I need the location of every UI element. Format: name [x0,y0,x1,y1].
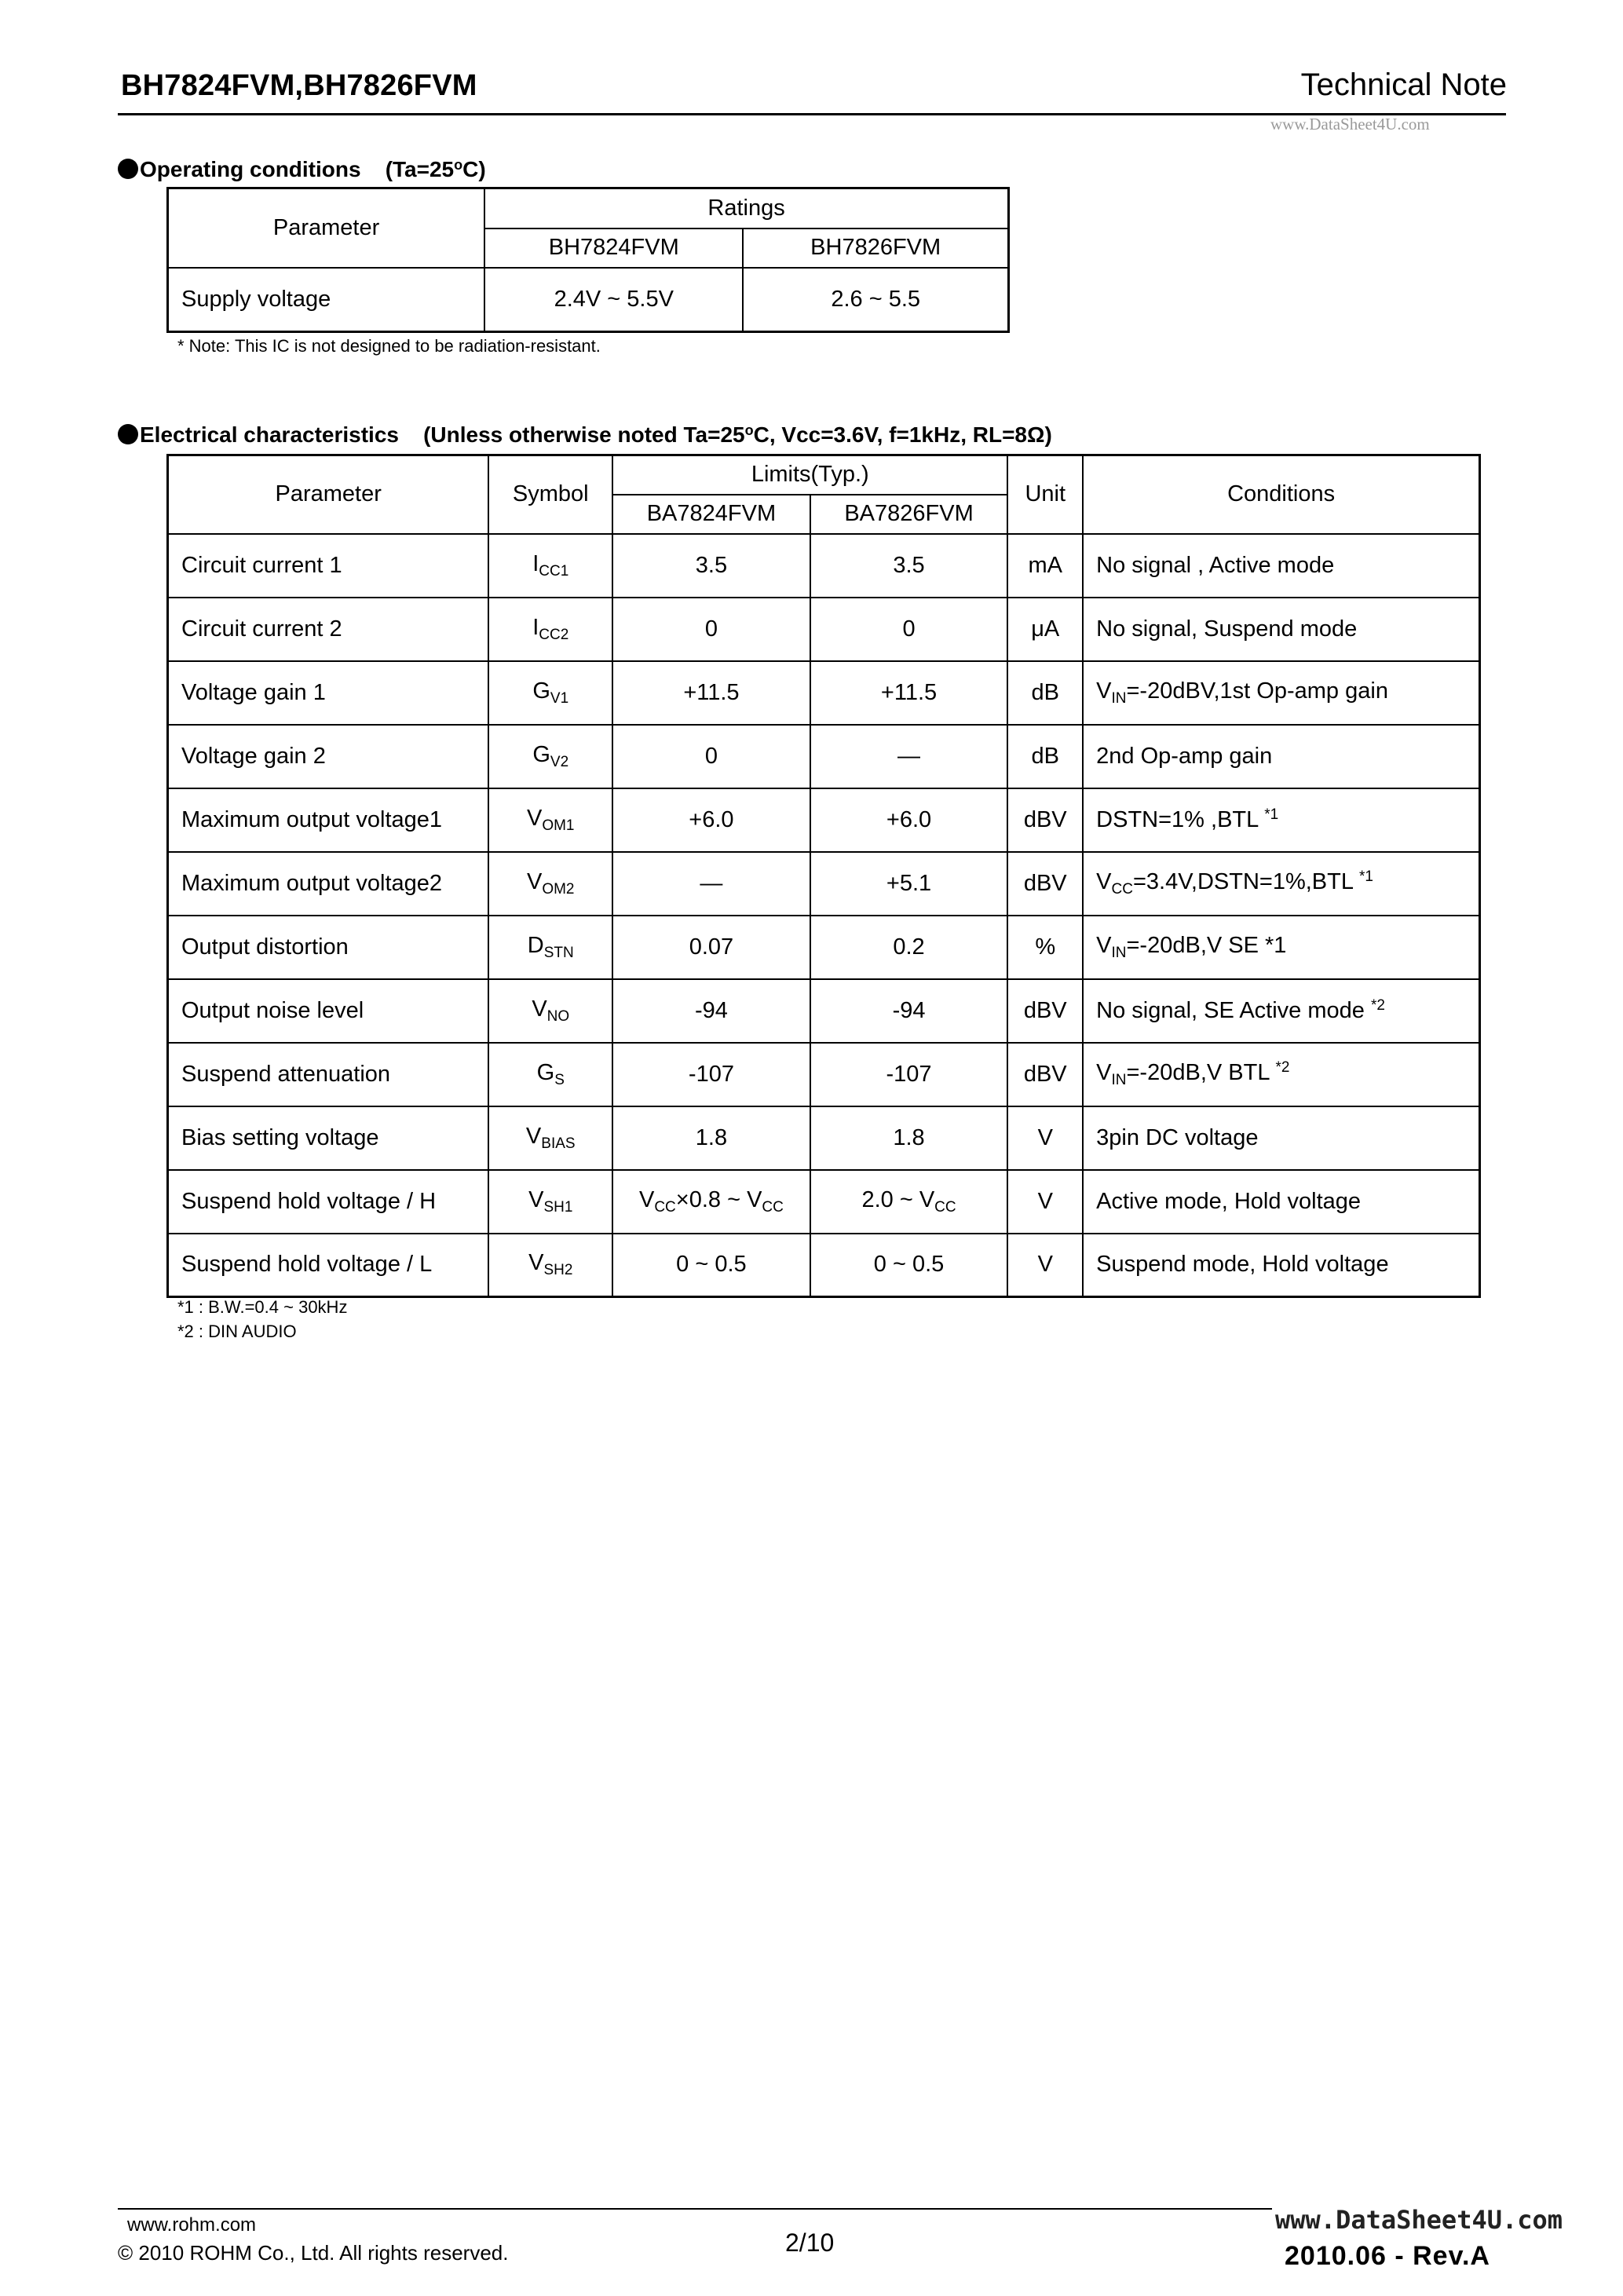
table-row [168,1043,1480,1106]
row-symbol: $I_{CC1}$ [488,534,612,598]
row-parameter: Maximum output voltage2 [168,852,489,916]
row-value-ba7824fvm: 0 ~ 0.5 [612,1234,810,1297]
row-symbol: $V_{OM2}$ [488,852,612,916]
header-parameter: Parameter [168,455,489,534]
row-value-ba7826fvm: +6.0 [810,788,1008,852]
row-value-ba7826fvm: -107 [810,1043,1008,1106]
table-row [168,1106,1480,1170]
row-conditions: $V_{CC}=3.4V,DSTN=1\%,BTL$ $^{*1}$ [1083,852,1479,916]
row-unit: dBV [1007,1043,1083,1106]
row-parameter: Suspend hold voltage / H [168,1170,489,1234]
row-conditions: No signal, SE Active mode $^{*2}$ [1083,979,1479,1043]
row-unit: mA [1007,534,1083,598]
row-symbol: $V_{OM1}$ [488,788,612,852]
row-value-ba7826fvm: 0 ~ 0.5 [810,1234,1008,1297]
table-row [168,661,1480,725]
row-value-ba7824fvm: 0 [612,598,810,661]
bullet-icon [118,424,138,444]
operating-title-condition: $(Ta=25^oC)$ [385,157,486,181]
table-row [168,725,1480,788]
table-row [168,788,1480,852]
row-value-ba7824fvm: 0.07 [612,916,810,979]
row-parameter: Output noise level [168,979,489,1043]
row-value-ba7826fvm: +11.5 [810,661,1008,725]
header-unit: Unit [1007,455,1083,534]
operating-conditions-title [118,157,486,182]
row-value-ba7826fvm: +5.1 [810,852,1008,916]
electrical-title-main: Electrical characteristics [140,422,399,447]
row-unit: V [1007,1106,1083,1170]
row-symbol: $G_S$ [488,1043,612,1106]
row-symbol: $V_{BIAS}$ [488,1106,612,1170]
row-unit: dBV [1007,852,1083,916]
row-symbol: $G_{V2}$ [488,725,612,788]
row-parameter: Suspend hold voltage / L [168,1234,489,1297]
operating-title-main: Operating conditions [140,157,361,181]
row-conditions: DSTN=1% ,BTL $^{*1}$ [1083,788,1479,852]
row-symbol: $D_{STN}$ [488,916,612,979]
row-value-ba7826fvm: 0 [810,598,1008,661]
table-row [168,268,1009,332]
row-unit: V [1007,1234,1083,1297]
row-value-ba7824fvm: 1.8 [612,1106,810,1170]
header-ba7826fvm: BA7826FVM [810,495,1008,534]
header-parameter: Parameter [168,188,485,268]
table-row [168,1170,1480,1234]
document-title: BH7824FVM,BH7826FVM [121,69,477,102]
row-value-bh7824fvm: 2.4V ~ 5.5V [484,268,743,332]
row-conditions: $V_{IN}=-20dB,V$ BTL $^{*2}$ [1083,1043,1479,1106]
row-symbol: $G_{V1}$ [488,661,612,725]
row-value-ba7824fvm: +11.5 [612,661,810,725]
table-row [168,916,1480,979]
row-parameter: Bias setting voltage [168,1106,489,1170]
row-conditions: 3pin DC voltage [1083,1106,1479,1170]
bullet-icon [118,159,138,179]
row-conditions: No signal , Active mode [1083,534,1479,598]
operating-conditions-table [166,187,1010,333]
row-value-ba7826fvm: 3.5 [810,534,1008,598]
footnote-1: *1 : B.W.=0.4 ~ 30kHz [177,1297,348,1317]
document-type-label: Technical Note [1300,68,1507,102]
row-value-ba7826fvm: 2.0 ~ $V_{CC}$ [810,1170,1008,1234]
row-conditions: Suspend mode, Hold voltage [1083,1234,1479,1297]
electrical-characteristics-title [118,422,1052,448]
row-conditions: No signal, Suspend mode [1083,598,1479,661]
footer-watermark-link[interactable]: www.DataSheet4U.com [1272,2205,1566,2235]
header-conditions: Conditions [1083,455,1479,534]
row-conditions: $V_{IN}=-20dBV,1st$ Op-amp gain [1083,661,1479,725]
row-value-ba7824fvm: $V_{CC}\times 0.8$ ~ $V_{CC}$ [612,1170,810,1234]
row-symbol: $I_{CC2}$ [488,598,612,661]
row-parameter: Supply voltage [168,268,485,332]
footnote-2: *2 : DIN AUDIO [177,1322,297,1341]
row-value-ba7824fvm: — [612,852,810,916]
row-unit: dBV [1007,979,1083,1043]
table-row [168,1234,1480,1297]
header-bh7826fvm: BH7826FVM [743,229,1008,268]
operating-note: * Note: This IC is not designed to be radiation-resistant. [177,336,601,356]
row-unit: V [1007,1170,1083,1234]
row-value-ba7824fvm: -107 [612,1043,810,1106]
row-parameter: Output distortion [168,916,489,979]
row-conditions: Active mode, Hold voltage [1083,1170,1479,1234]
row-symbol: $V_{NO}$ [488,979,612,1043]
row-parameter: Maximum output voltage1 [168,788,489,852]
row-parameter: Circuit current 1 [168,534,489,598]
header-symbol: Symbol [488,455,612,534]
table-row [168,598,1480,661]
row-parameter: Circuit current 2 [168,598,489,661]
row-value-ba7826fvm: -94 [810,979,1008,1043]
row-value-bh7826fvm: 2.6 ~ 5.5 [743,268,1008,332]
electrical-characteristics-table [166,454,1481,1298]
row-value-ba7824fvm: 3.5 [612,534,810,598]
page-number: 2/10 [785,2228,835,2257]
row-unit: dB [1007,725,1083,788]
row-parameter: Suspend attenuation [168,1043,489,1106]
row-symbol: $V_{SH2}$ [488,1234,612,1297]
row-conditions: $V_{IN}=-20dB,V$ SE *1 [1083,916,1479,979]
header-ratings: Ratings [484,188,1008,229]
table-row [168,534,1480,598]
row-value-ba7826fvm: 0.2 [810,916,1008,979]
row-parameter: Voltage gain 2 [168,725,489,788]
footer-url-link[interactable]: www.rohm.com [127,2214,257,2236]
header-bh7824fvm: BH7824FVM [484,229,743,268]
header-ba7824fvm: BA7824FVM [612,495,810,534]
row-value-ba7824fvm: 0 [612,725,810,788]
footer-date-revision: 2010.06 - Rev.A [1285,2241,1490,2271]
row-conditions: 2nd Op-amp gain [1083,725,1479,788]
table-row [168,852,1480,916]
row-unit: μA [1007,598,1083,661]
row-value-ba7826fvm: 1.8 [810,1106,1008,1170]
row-value-ba7824fvm: +6.0 [612,788,810,852]
row-value-ba7826fvm: — [810,725,1008,788]
table-row [168,979,1480,1043]
footer-copyright: © 2010 ROHM Co., Ltd. All rights reserved. [118,2241,509,2265]
row-parameter: Voltage gain 1 [168,661,489,725]
header-limits: Limits(Typ.) [612,455,1007,495]
row-unit: dBV [1007,788,1083,852]
row-symbol: $V_{SH1}$ [488,1170,612,1234]
electrical-title-condition: (Unless otherwise noted $Ta=25^oC$, Vcc=3.6V, f=1kHz, RL=8Ω) [423,422,1052,447]
row-unit: dB [1007,661,1083,725]
row-unit: % [1007,916,1083,979]
row-value-ba7824fvm: -94 [612,979,810,1043]
header-watermark[interactable]: www.DataSheet4U.com [1270,115,1430,133]
